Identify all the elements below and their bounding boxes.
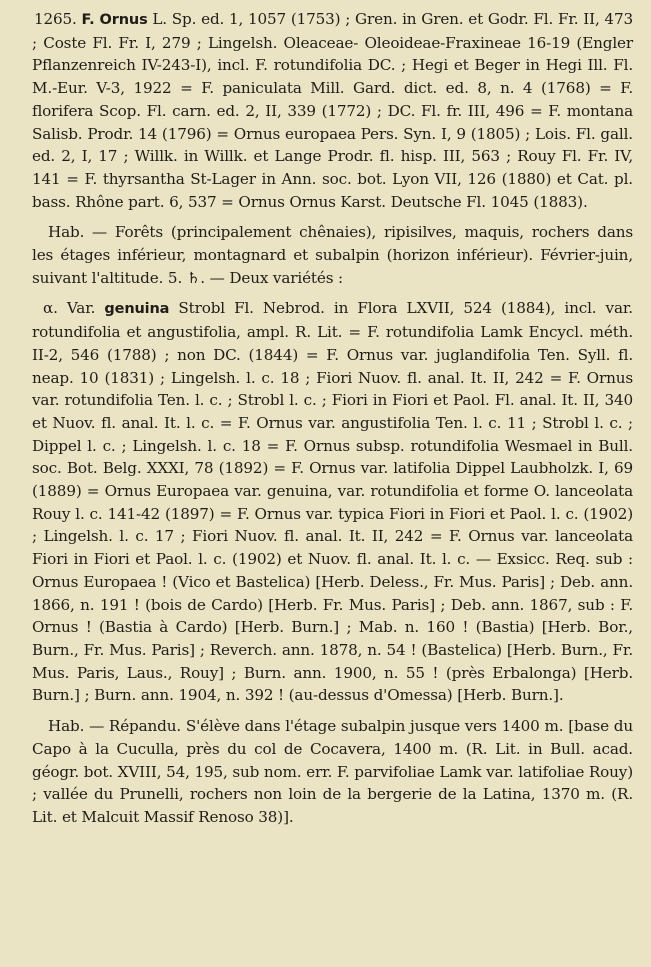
variety-name: genuina	[104, 301, 170, 318]
species-name: F. Ornus	[81, 12, 148, 28]
variety-paragraph	[32, 297, 633, 707]
habitat-paragraph-2: Hab. — Répandu. S'élève dans l'étage subalpin jusque vers 1400 m. [base du Capo à la Cuculla, près du col de Cocavera, 1400 m. (R. Lit. in Bull. acad. géogr. bot. XVIII, 54, 195, sub nom. err. F. parvifoliae Lamk var. latifoliae Rouy) ; vallée du Prunelli, rochers non loin de la bergerie de la Latina, 1370 m. (R. Lit. et Malcuit Massif Renoso 38)].	[32, 717, 633, 826]
variety-label: α. Var.	[43, 299, 96, 318]
synonymy-text: L. Sp. ed. 1, 1057 (1753) ; Gren. in Gren. et Godr. Fl. Fr. II, 473 ; Coste Fl. Fr. I, 279 ; Lingelsh. Oleaceae- Oleoideae-Fraxineae 16-19 (Engler Pflanzenreich IV-243-I), incl. F. rotundifolia DC. ; Hegi et Beger in Hegi Ill. Fl. M.-Eur. V-3, 1922 = F. paniculata Mill. Gard. dict. ed. 8, n. 4 (1768) = F. florifera Scop. Fl. carn. ed. 2, II, 339 (1772) ; DC. Fl. fr. III, 496 = F. montana Salisb. Prodr. 14 (1796) = Ornus europaea Pers. Syn. I, 9 (1805) ; Lois. Fl. gall. ed. 2, I, 17 ; Willk. in Willk. et Lange Prodr. fl. hisp. III, 563 ; Rouy Fl. Fr. IV, 141 = F. thyrsantha St-Lager in Ann. soc. bot. Lyon VII, 126 (1880) et Cat. pl. bass. Rhône part. 6, 537 = Ornus Ornus Karst. Deutsche Fl. 1045 (1883).	[32, 10, 633, 211]
variety-text: Strobl Fl. Nebrod. in Flora LXVII, 524 (1884), incl. var. rotundifolia et angustifolia, ampl. R. Lit. = F. rotundifolia Lamk Encycl. méth. II-2, 546 (1788) ; non DC. (1844) = F. Ornus var. juglandifolia Ten. Syll. fl. neap. 10 (1831) ; Lingelsh. l. c. 18 ; Fiori Nuov. fl. anal. It. II, 242 = F. Ornus var. rotundifolia Ten. l. c. ; Strobl l. c. ; Fiori in Fiori et Paol. Fl. anal. It. II, 340 et Nuov. fl. anal. It. l. c. = F. Ornus var. angustifolia Ten. l. c. 11 ; Strobl l. c. ; Dippel l. c. ; Lingelsh. l. c. 18 = F. Ornus subsp. rotundifolia Wesmael in Bull. soc. Bot. Belg. XXXI, 78 (1892) = F. Ornus var. latifolia Dippel Laubholzk. I, 69 (1889) = Ornus Europaea var. genuina, var. rotundifolia et forme O. lanceolata Rouy l. c. 141-42 (1897) = F. Ornus var. typica Fiori in Fiori et Paol. l. c. (1902) ; Lingelsh. l. c. 17 ; Fiori Nuov. fl. anal. It. II, 242 = F. Ornus var. lanceolata Fiori in Fiori et Paol. l. c. (1902) et Nuov. fl. anal. It. l. c. — Exsicc. Req. sub : Ornus Europaea ! (Vico et Bastelica) [Herb. Deless., Fr. Mus. Paris] ; Deb. ann. 1866, n. 191 ! (bois de Cardo) [Herb. Fr. Mus. Paris] ; Deb. ann. 1867, sub : F. Ornus ! (Bastia à Cardo) [Herb. Burn.] ; Mab. n. 160 ! (Bastia) [Herb. Bor., Burn., Fr. Mus. Paris] ; Reverch. ann. 1878, n. 54 ! (Bastelica) [Herb. Burn., Fr. Mus. Paris, Laus., Rouy] ; Burn. ann. 1900, n. 55 ! (près Erbalonga) [Herb. Burn.] ; Burn. ann. 1904, n. 392 ! (au-dessus d'Omessa) [Herb. Burn.].	[32, 299, 633, 705]
habitat-paragraph: Hab. — Forêts (principalement chênaies), ripisilves, maquis, rochers dans les étages inférieur, montagnard et subalpin (horizon inférieur). Février-juin, suivant l'altitude. 5. ♄. — Deux variétés :	[32, 223, 633, 287]
entry-number: 1265.	[34, 10, 77, 28]
species-entry	[32, 8, 633, 213]
